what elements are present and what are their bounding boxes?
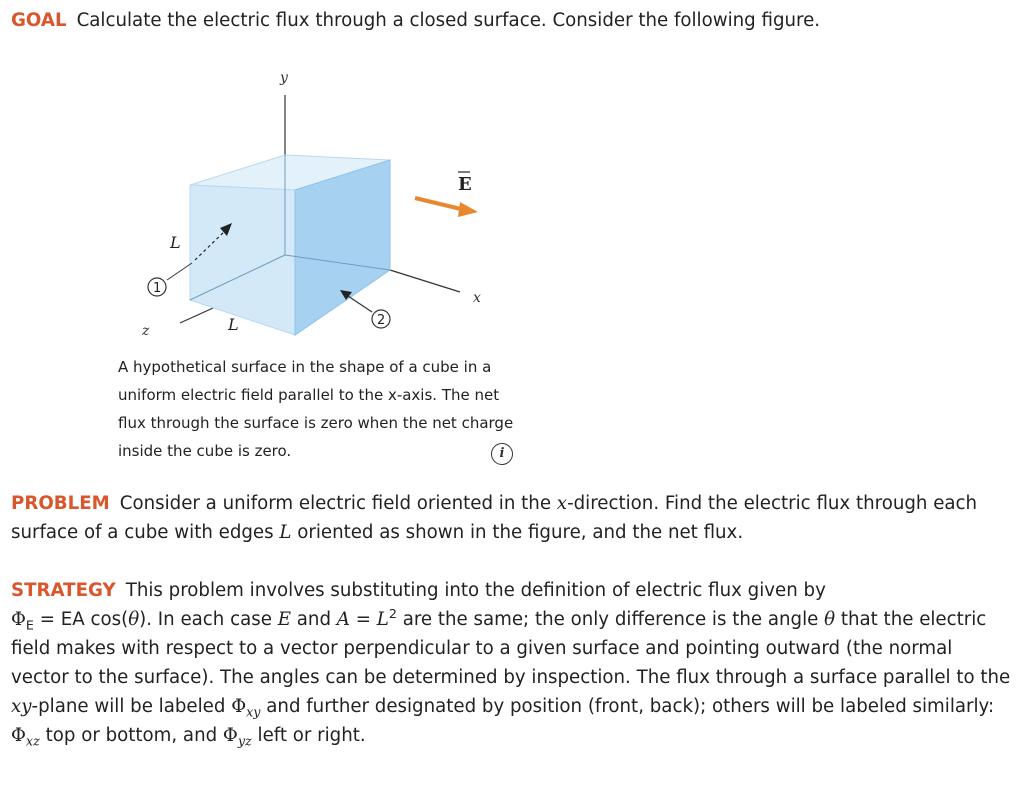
edge-label-width: L [228, 315, 239, 334]
strategy-label: STRATEGY [11, 580, 116, 601]
svg-text:1: 1 [153, 281, 162, 296]
x-axis-label: x [473, 290, 481, 306]
svg-text:2: 2 [377, 313, 386, 328]
figure-caption: A hypothetical surface in the shape of a cube in a uniform electric field parallel to the x-axis. The net flux through the surface is zero when the net charge inside the cube is zero. [118, 358, 514, 460]
cube-figure [140, 60, 520, 340]
problem-label: PROBLEM [11, 493, 110, 514]
z-axis-label: z [142, 323, 150, 339]
field-label: E [458, 174, 472, 195]
cube-front-face [295, 160, 390, 335]
x-axis [390, 270, 460, 292]
problem-section: PROBLEM Consider a uniform electric field oriented in the x-direction. Find the electric flux through each surface of a cube with edges L oriented as shown in the figure, and the net flux. [11, 493, 978, 543]
goal-label: GOAL [11, 10, 67, 31]
goal-section [11, 7, 1011, 36]
goal-text: Calculate the electric flux through a closed surface. Consider the following figure. [76, 10, 821, 31]
strategy-section: STRATEGY This problem involves substituting into the definition of electric flux given by $\Phi_E$ = EA cos(θ). In each case E and $A = L^2$ are the same; the only difference is the angle θ that the electric field makes with respect to a vector perpendicular to a given surface and pointing outward (the normal vector to the surface). The angles can be determined by inspection. The flux through a surface parallel to the xy-plane will be labeled $\Phi_{xy}$ and further designated by position (front, back); others will be labeled similarly: $\Phi_{xz}$ top or bottom, and $\Phi_{yz}$ left or right. [11, 580, 1011, 750]
edge-label-depth: L [170, 233, 181, 252]
y-axis-label: y [280, 70, 288, 86]
field-arrow [415, 198, 465, 210]
info-icon[interactable]: i [491, 443, 513, 465]
cube-left-face [190, 185, 295, 335]
